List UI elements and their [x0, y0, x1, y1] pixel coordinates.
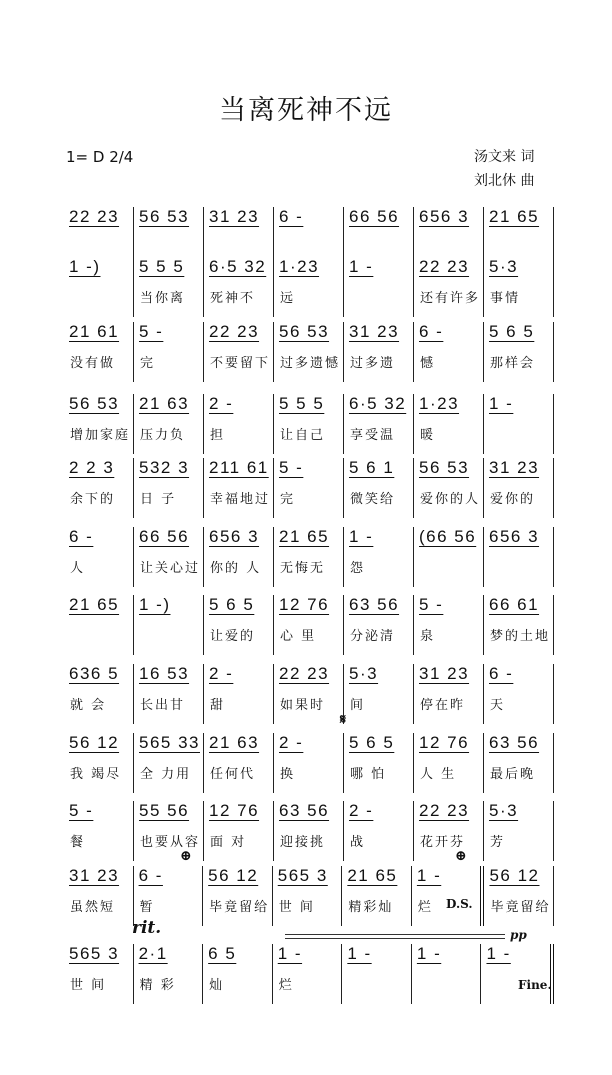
measure-notes: 22 23: [279, 664, 330, 683]
measure-lyric: 世 间: [278, 900, 315, 915]
measure: [342, 866, 412, 926]
measure-notes: 5 5 5: [139, 257, 185, 276]
measure-notes: 22 23: [69, 207, 120, 226]
measure-lyric: 烂: [278, 978, 294, 993]
measure-notes: 6 -: [138, 866, 163, 885]
measure: [204, 458, 274, 518]
measure-notes: 5 6 1: [349, 458, 395, 477]
decrescendo-line: [285, 934, 505, 939]
score-row: [64, 257, 554, 317]
measure: [64, 944, 134, 1004]
measure-notes: 1·23: [419, 394, 460, 413]
measure-notes: 565 3: [277, 866, 328, 885]
score-row: [64, 527, 554, 587]
measure-notes: 6·5 32: [349, 394, 407, 413]
measure: [204, 322, 274, 382]
measure-notes: 22 23: [419, 257, 470, 276]
measure-lyric: 毕竟留给: [209, 900, 270, 915]
measure: [412, 944, 482, 1004]
measure-notes: 5 5 5: [279, 394, 325, 413]
measure-notes: 1 -: [277, 944, 303, 963]
measure-lyric: 让自己: [280, 428, 326, 443]
measure-notes: 21 63: [139, 394, 190, 413]
score-row: [64, 394, 554, 454]
ds-mark: D.S.: [446, 897, 473, 911]
measure-notes: 56 12: [489, 866, 540, 885]
measure: [204, 801, 274, 861]
measure-lyric: 人 生: [420, 767, 457, 782]
measure: [134, 257, 204, 317]
measure: [204, 257, 274, 317]
measure-notes: 56 53: [139, 207, 190, 226]
measure: [342, 944, 412, 1004]
measure-lyric: 如果时: [280, 698, 326, 713]
measure-lyric: 增加家庭: [70, 428, 131, 443]
measure-notes: 2 -: [209, 664, 234, 683]
measure: [414, 733, 484, 793]
measure-lyric: 爱你的人: [420, 492, 481, 507]
measure-notes: 21 63: [209, 733, 260, 752]
measure: [412, 866, 485, 926]
measure-notes: 2·1: [138, 944, 168, 963]
measure: [134, 595, 204, 655]
measure: [204, 664, 274, 724]
fine-mark: Fine.: [518, 978, 552, 992]
measure: [344, 394, 414, 454]
measure-lyric: 毕竟留给: [490, 900, 551, 915]
measure-notes: 6·5 32: [209, 257, 267, 276]
measure: [203, 944, 273, 1004]
measure-notes: 21 65: [489, 207, 540, 226]
measure: [414, 595, 484, 655]
measure: [204, 595, 274, 655]
measure: [64, 801, 134, 861]
measure-lyric: 远: [280, 291, 296, 306]
measure-notes: 5 -: [69, 801, 94, 820]
measure-notes: 16 53: [139, 664, 190, 683]
measure-notes: 5 -: [279, 458, 304, 477]
measure-notes: 21 65: [69, 595, 120, 614]
measure: [414, 322, 484, 382]
measure-lyric: 无悔无: [280, 561, 326, 576]
score-row: [64, 595, 554, 655]
measure: [273, 866, 343, 926]
measure-notes: 66 56: [349, 207, 400, 226]
measure: [344, 257, 414, 317]
measure: [274, 595, 344, 655]
measure-lyric: 人: [70, 561, 86, 576]
measure-notes: 2 -: [209, 394, 234, 413]
measure-lyric: 爱你的: [490, 492, 536, 507]
measure-lyric: 余下的: [70, 492, 116, 507]
score-row: [64, 801, 554, 861]
measure-lyric: 餐: [70, 835, 86, 850]
measure: [344, 458, 414, 518]
measure-lyric: 世 间: [70, 978, 107, 993]
measure: [204, 733, 274, 793]
measure-lyric: 还有许多: [420, 291, 481, 306]
measure-notes: 636 5: [69, 664, 120, 683]
measure-notes: 5 6 5: [209, 595, 255, 614]
measure: [414, 458, 484, 518]
key-signature: 1= D 2/4: [66, 148, 134, 166]
measure-notes: 656 3: [419, 207, 470, 226]
lyricist-credit: 汤文来 词: [474, 149, 535, 165]
measure-lyric: 停在昨: [420, 698, 466, 713]
measure-notes: 565 33: [139, 733, 200, 752]
measure-notes: 5·3: [349, 664, 379, 683]
measure-notes: 63 56: [349, 595, 400, 614]
measure-notes: 1 -: [489, 394, 514, 413]
measure: [64, 394, 134, 454]
measure: [134, 733, 204, 793]
measure-notes: 565 3: [69, 944, 120, 963]
measure-notes: 2 2 3: [69, 458, 115, 477]
measure-lyric: 间: [350, 698, 366, 713]
measure-notes: 1 -): [139, 595, 171, 614]
measure-notes: 12 76: [279, 595, 330, 614]
measure-notes: 66 61: [489, 595, 540, 614]
measure-notes: 12 76: [209, 801, 260, 820]
measure: [274, 527, 344, 587]
measure-notes: 1 -: [349, 527, 374, 546]
measure-lyric: 完: [280, 492, 296, 507]
measure-lyric: 甜: [210, 698, 226, 713]
measure-lyric: 天: [490, 698, 506, 713]
measure-lyric: 事情: [490, 291, 521, 306]
measure: [484, 733, 554, 793]
measure-lyric: 完: [140, 356, 156, 371]
measure-lyric: 过多遗憾: [280, 356, 341, 371]
measure-lyric: 换: [280, 767, 296, 782]
measure-notes: 5 -: [139, 322, 164, 341]
measure-lyric: 长出甘: [140, 698, 186, 713]
measure-lyric: 暖: [420, 428, 436, 443]
measure-notes: 1·23: [279, 257, 320, 276]
measure-notes: 2 -: [349, 801, 374, 820]
measure-notes: 6 -: [279, 207, 304, 226]
measure-lyric: 幸福地过: [210, 492, 271, 507]
measure-notes: 656 3: [209, 527, 260, 546]
measure: [414, 664, 484, 724]
measure: [344, 595, 414, 655]
measure-lyric: 担: [210, 428, 226, 443]
measure-lyric: 迎接挑: [280, 835, 326, 850]
measure-notes: 211 61: [209, 458, 269, 477]
measure: [134, 801, 204, 861]
measure: [484, 595, 554, 655]
measure-notes: 1 -: [486, 944, 511, 963]
measure-lyric: 泉: [420, 629, 436, 644]
measure-notes: 5 6 5: [489, 322, 535, 341]
pp-mark: pp: [510, 928, 527, 942]
measure-lyric: 享受温: [350, 428, 396, 443]
measure-notes: 22 23: [419, 801, 470, 820]
measure: [204, 394, 274, 454]
measure-lyric: 哪 怕: [350, 767, 387, 782]
measure-lyric: 芳: [490, 835, 506, 850]
measure-notes: 21 65: [279, 527, 330, 546]
measure-notes: 5·3: [489, 801, 519, 820]
measure-lyric: 精彩灿: [348, 900, 394, 915]
measure-notes: 6 5: [208, 944, 237, 963]
measure: [414, 394, 484, 454]
measure: [484, 257, 554, 317]
measure-lyric: 任何代: [210, 767, 256, 782]
measure-notes: 21 65: [347, 866, 398, 885]
measure: [134, 394, 204, 454]
measure-lyric: 不要留下: [210, 356, 271, 371]
measure: [203, 866, 273, 926]
score-row: [64, 458, 554, 518]
song-title: 当离死神不远: [219, 95, 393, 126]
measure-lyric: 没有做: [70, 356, 116, 371]
coda-icon: ⊕: [180, 848, 192, 864]
score-row: [64, 944, 554, 1004]
measure-notes: 31 23: [419, 664, 470, 683]
measure-notes: 56 53: [279, 322, 330, 341]
measure-notes: 6 -: [489, 664, 514, 683]
measure: [484, 394, 554, 454]
measure-lyric: 花开芬: [420, 835, 466, 850]
measure: [64, 458, 134, 518]
measure-notes: 6 -: [69, 527, 94, 546]
measure-notes: 1 -): [69, 257, 101, 276]
measure: [274, 733, 344, 793]
measure-lyric: 当你离: [140, 291, 186, 306]
measure-lyric: 最后晚: [490, 767, 536, 782]
measure-notes: 5 -: [419, 595, 444, 614]
score-row: [64, 322, 554, 382]
measure-notes: 31 23: [209, 207, 260, 226]
measure-lyric: 就 会: [70, 698, 107, 713]
measure-lyric: 日 子: [140, 492, 177, 507]
measure: [274, 322, 344, 382]
measure-lyric: 过多遗: [350, 356, 396, 371]
measure: [134, 322, 204, 382]
measure: [134, 527, 204, 587]
measure-notes: 1 -: [416, 944, 442, 963]
measure-notes: 22 23: [209, 322, 260, 341]
score-row: [64, 664, 554, 724]
measure-lyric: 让爱的: [210, 629, 256, 644]
measure-notes: 63 56: [279, 801, 330, 820]
measure: [344, 664, 414, 724]
measure-lyric: 那样会: [490, 356, 536, 371]
measure: [134, 458, 204, 518]
measure: [64, 595, 134, 655]
measure: [414, 801, 484, 861]
measure-lyric: 战: [350, 835, 366, 850]
measure: [134, 866, 204, 926]
measure: [484, 866, 554, 926]
measure-notes: 5 6 5: [349, 733, 395, 752]
measure: [273, 944, 343, 1004]
measure-lyric: 你的 人: [210, 561, 262, 576]
measure-notes: 31 23: [349, 322, 400, 341]
measure-lyric: 死神不: [210, 291, 256, 306]
measure-notes: 656 3: [489, 527, 540, 546]
measure-lyric: 烂: [417, 900, 433, 915]
measure: [484, 458, 554, 518]
measure-lyric: 我 竭尽: [70, 767, 122, 782]
score-row: [64, 733, 554, 793]
measure-lyric: 让关心过: [140, 561, 201, 576]
measure: [344, 527, 414, 587]
composer-credit: 刘北休 曲: [474, 173, 535, 189]
measure: [414, 257, 484, 317]
measure: [274, 257, 344, 317]
rit-mark: rit.: [132, 918, 162, 938]
measure-lyric: 精 彩: [139, 978, 176, 993]
measure: [344, 801, 414, 861]
measure-lyric: 怨: [350, 561, 366, 576]
measure-notes: 1 -: [347, 944, 372, 963]
measure-notes: 1 -: [416, 866, 442, 885]
measure-lyric: 灿: [209, 978, 225, 993]
measure-lyric: 虽然短: [70, 900, 116, 915]
measure-notes: 31 23: [489, 458, 540, 477]
score-row: [64, 866, 554, 926]
measure: [414, 527, 484, 587]
measure-notes: 56 12: [69, 733, 120, 752]
measure-lyric: 也要从容: [140, 835, 201, 850]
measure-notes: 1 -: [349, 257, 374, 276]
measure-notes: 55 56: [139, 801, 190, 820]
measure: [481, 944, 554, 1004]
measure-lyric: 憾: [420, 356, 436, 371]
measure: [134, 944, 204, 1004]
measure-notes: 21 61: [69, 322, 120, 341]
measure: [484, 801, 554, 861]
measure-notes: 5·3: [489, 257, 519, 276]
measure-notes: 56 53: [69, 394, 120, 413]
measure-notes: 31 23: [69, 866, 120, 885]
measure: [64, 733, 134, 793]
measure-notes: 66 56: [139, 527, 190, 546]
measure-lyric: 压力负: [140, 428, 186, 443]
measure-lyric: 心 里: [280, 629, 317, 644]
measure-notes: 56 53: [419, 458, 470, 477]
measure: [64, 866, 134, 926]
measure: [484, 322, 554, 382]
measure-notes: 2 -: [279, 733, 304, 752]
measure-lyric: 分泌清: [350, 629, 396, 644]
measure: [274, 394, 344, 454]
measure-lyric: 暂: [139, 900, 155, 915]
measure: [274, 664, 344, 724]
measure-lyric: 微笑给: [350, 492, 396, 507]
measure: [344, 322, 414, 382]
measure-notes: 56 12: [208, 866, 259, 885]
measure: [64, 257, 134, 317]
measure-lyric: 梦的土地: [490, 629, 551, 644]
measure-notes: 63 56: [489, 733, 540, 752]
measure: [64, 664, 134, 724]
measure: [484, 527, 554, 587]
measure-lyric: 面 对: [210, 835, 247, 850]
coda-icon: ⊕: [455, 848, 467, 864]
measure-notes: 6 -: [419, 322, 444, 341]
measure: [484, 664, 554, 724]
segno-icon: 𝄋: [340, 712, 347, 728]
measure: [64, 527, 134, 587]
measure: [344, 733, 414, 793]
measure: [64, 322, 134, 382]
measure-notes: (66 56: [419, 527, 477, 546]
measure-lyric: 全 力用: [140, 767, 192, 782]
measure: [274, 801, 344, 861]
measure: [204, 527, 274, 587]
measure-notes: 12 76: [419, 733, 470, 752]
measure: [274, 458, 344, 518]
measure: [134, 664, 204, 724]
measure-notes: 532 3: [139, 458, 190, 477]
